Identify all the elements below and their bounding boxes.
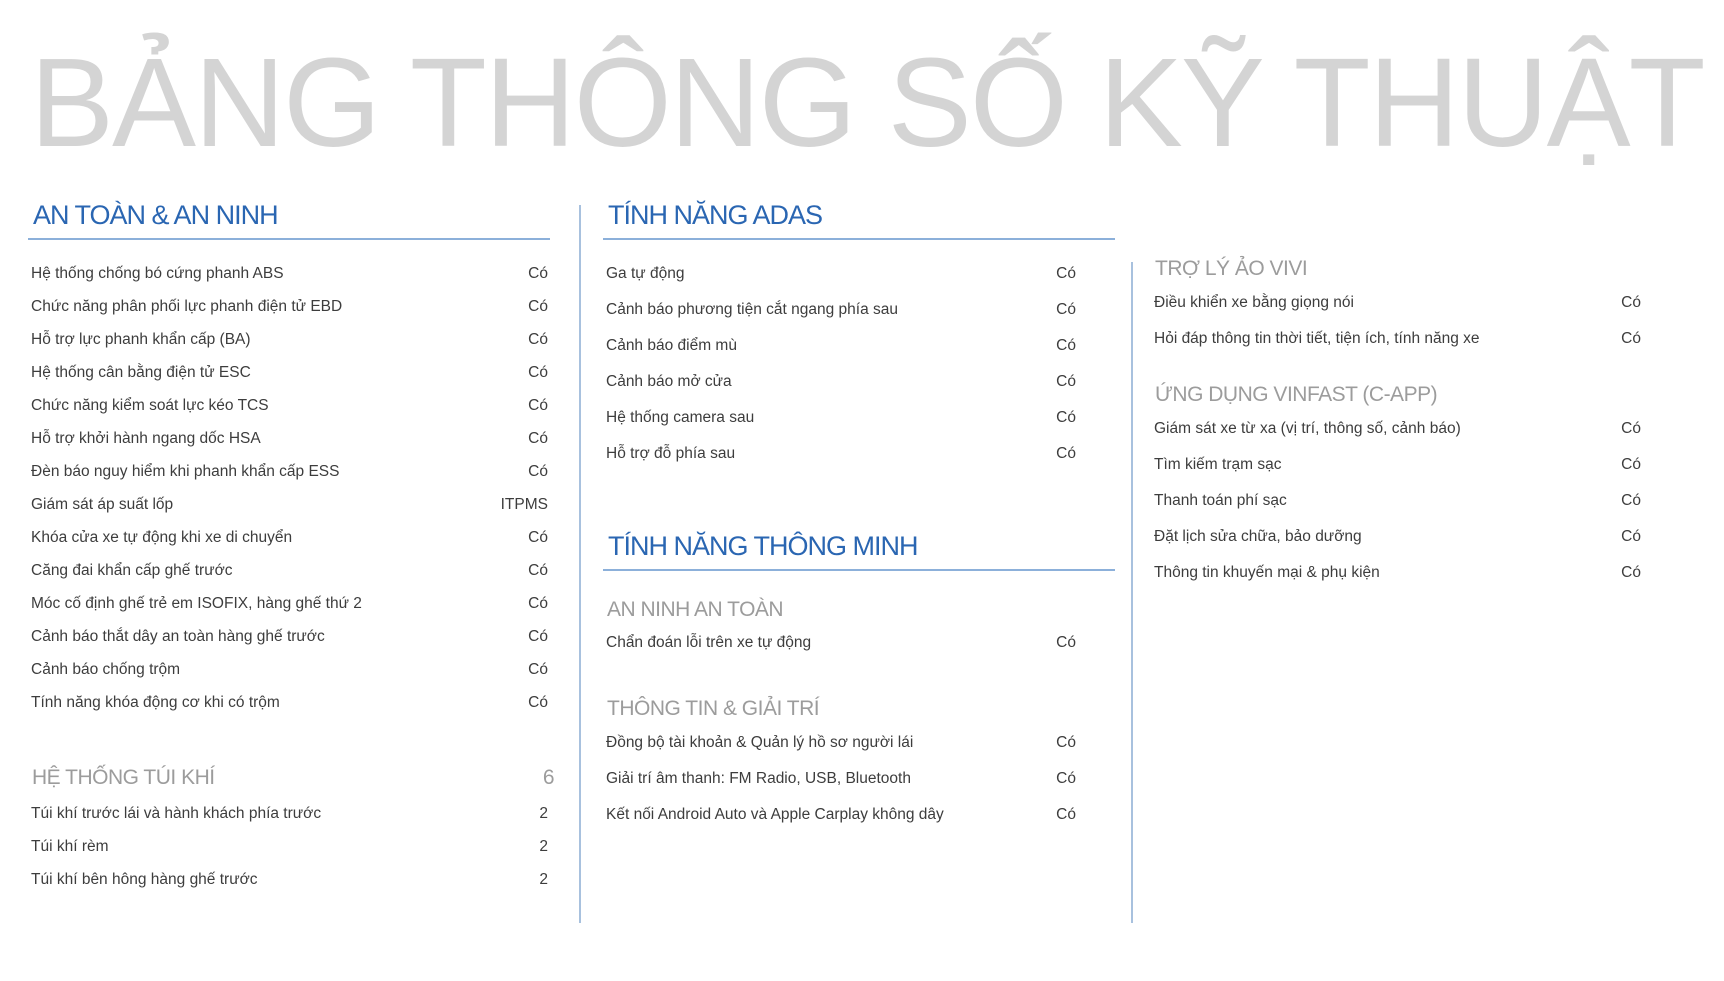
spec-value: Có xyxy=(1056,337,1076,354)
spec-row xyxy=(606,335,1115,359)
spec-value: Có xyxy=(528,331,548,348)
airbags-total: 6 xyxy=(542,766,554,789)
spec-label: Ga tự động xyxy=(606,265,685,282)
spec-label: Giám sát xe từ xa (vị trí, thông số, cảnh báo) xyxy=(1154,420,1461,437)
spec-label: Đồng bộ tài khoản & Quản lý hồ sơ người lái xyxy=(606,734,914,751)
subsection-header-app xyxy=(1155,383,1437,407)
spec-value: Có xyxy=(528,265,548,282)
page-title: BẢNG THÔNG SỐ KỸ THUẬT xyxy=(30,32,1704,173)
spec-row xyxy=(31,626,550,650)
spec-label: Căng đai khẩn cấp ghế trước xyxy=(31,562,233,579)
spec-label: Móc cố định ghế trẻ em ISOFIX, hàng ghế thứ 2 xyxy=(31,595,362,612)
spec-value: Có xyxy=(1621,528,1641,545)
spec-row xyxy=(1154,328,1641,352)
column-divider-left xyxy=(579,205,581,923)
spec-label: Hỗ trợ khởi hành ngang dốc HSA xyxy=(31,430,261,447)
spec-value: Có xyxy=(528,298,548,315)
spec-value: Có xyxy=(528,661,548,678)
spec-row xyxy=(606,371,1115,395)
spec-row xyxy=(1154,562,1641,586)
spec-row xyxy=(1154,526,1641,550)
section-title-safety: AN TOÀN & AN NINH xyxy=(33,200,278,230)
section-header-smart xyxy=(603,527,1115,571)
spec-label: Hệ thống camera sau xyxy=(606,409,755,426)
spec-label: Đèn báo nguy hiểm khi phanh khẩn cấp ESS xyxy=(31,463,340,480)
spec-row xyxy=(31,527,550,551)
spec-value: Có xyxy=(528,463,548,480)
spec-label: Thông tin khuyến mại & phụ kiện xyxy=(1154,564,1380,581)
section-header-adas xyxy=(603,196,1115,240)
spec-value: Có xyxy=(1056,373,1076,390)
spec-value: Có xyxy=(1056,301,1076,318)
spec-label: Điều khiển xe bằng giọng nói xyxy=(1154,294,1354,311)
spec-value: Có xyxy=(1621,330,1641,347)
spec-label: Chức năng kiểm soát lực kéo TCS xyxy=(31,397,269,414)
spec-row xyxy=(31,659,550,683)
spec-row xyxy=(606,804,1115,828)
spec-row xyxy=(31,803,550,827)
spec-label: Chức năng phân phối lực phanh điện tử EBD xyxy=(31,298,343,315)
spec-row xyxy=(1154,454,1641,478)
spec-value: Có xyxy=(1621,456,1641,473)
spec-value: Có xyxy=(528,694,548,711)
spec-row xyxy=(31,494,550,518)
section-header-safety xyxy=(28,196,550,240)
spec-row xyxy=(606,299,1115,323)
spec-row xyxy=(31,461,550,485)
spec-value: Có xyxy=(528,595,548,612)
spec-row xyxy=(31,692,550,716)
subsection-title-infotainment: THÔNG TIN & GIẢI TRÍ xyxy=(607,697,820,720)
spec-value: Có xyxy=(1621,564,1641,581)
spec-value: Có xyxy=(1056,409,1076,426)
spec-value: 2 xyxy=(539,805,548,822)
spec-row xyxy=(31,836,550,860)
spec-row xyxy=(606,632,1115,656)
spec-label: Cảnh báo điểm mù xyxy=(606,337,737,354)
section-title-adas: TÍNH NĂNG ADAS xyxy=(608,200,823,230)
subsection-title-app: ỨNG DỤNG VINFAST (C-APP) xyxy=(1155,383,1438,406)
spec-value: 2 xyxy=(539,838,548,855)
spec-value: ITPMS xyxy=(500,496,548,513)
spec-label: Cảnh báo mở cửa xyxy=(606,373,732,390)
spec-value: Có xyxy=(528,529,548,546)
spec-row xyxy=(1154,490,1641,514)
spec-row xyxy=(606,443,1115,467)
spec-row xyxy=(31,263,550,287)
spec-row xyxy=(1154,292,1641,316)
spec-value: Có xyxy=(1056,265,1076,282)
spec-label: Cảnh báo thắt dây an toàn hàng ghế trước xyxy=(31,628,325,645)
subsection-title-assistant: TRỢ LÝ ẢO VIVI xyxy=(1155,257,1308,280)
spec-label: Túi khí rèm xyxy=(31,838,109,855)
spec-value: Có xyxy=(1621,294,1641,311)
subsection-header-airbags xyxy=(32,766,552,790)
spec-row xyxy=(606,407,1115,431)
spec-value: Có xyxy=(528,397,548,414)
spec-label: Túi khí trước lái và hành khách phía trước xyxy=(31,805,322,822)
spec-value: 2 xyxy=(539,871,548,888)
spec-label: Hệ thống chống bó cứng phanh ABS xyxy=(31,265,284,282)
spec-value: Có xyxy=(528,430,548,447)
spec-row xyxy=(31,329,550,353)
subsection-title-security: AN NINH AN TOÀN xyxy=(607,598,784,621)
spec-label: Kết nối Android Auto và Apple Carplay không dây xyxy=(606,806,944,823)
spec-value: Có xyxy=(1621,492,1641,509)
spec-row xyxy=(31,560,550,584)
subsection-header-assistant xyxy=(1155,257,1307,281)
spec-row xyxy=(31,869,550,893)
spec-label: Túi khí bên hông hàng ghế trước xyxy=(31,871,258,888)
spec-value: Có xyxy=(528,364,548,381)
spec-row xyxy=(31,428,550,452)
subsection-header-infotainment xyxy=(607,697,819,721)
section-title-smart: TÍNH NĂNG THÔNG MINH xyxy=(608,531,918,561)
subsection-header-security xyxy=(607,598,783,622)
spec-label: Hỏi đáp thông tin thời tiết, tiện ích, tính năng xe xyxy=(1154,330,1480,347)
spec-label: Tính năng khóa động cơ khi có trộm xyxy=(31,694,280,711)
subsection-title-airbags: HỆ THỐNG TÚI KHÍ xyxy=(32,766,215,789)
spec-value: Có xyxy=(1056,770,1076,787)
spec-label: Thanh toán phí sạc xyxy=(1154,492,1287,509)
spec-value: Có xyxy=(1621,420,1641,437)
spec-row xyxy=(606,768,1115,792)
spec-label: Khóa cửa xe tự động khi xe di chuyển xyxy=(31,529,293,546)
spec-value: Có xyxy=(1056,734,1076,751)
spec-value: Có xyxy=(1056,806,1076,823)
spec-label: Giải trí âm thanh: FM Radio, USB, Bluetooth xyxy=(606,770,911,787)
spec-label: Hỗ trợ lực phanh khẩn cấp (BA) xyxy=(31,331,251,348)
spec-row xyxy=(31,296,550,320)
spec-row xyxy=(31,395,550,419)
spec-value: Có xyxy=(528,628,548,645)
spec-label: Đặt lịch sửa chữa, bảo dưỡng xyxy=(1154,528,1362,545)
spec-value: Có xyxy=(1056,634,1076,651)
spec-row xyxy=(606,263,1115,287)
spec-label: Tìm kiếm trạm sạc xyxy=(1154,456,1282,473)
spec-row xyxy=(1154,418,1641,442)
spec-label: Giám sát áp suất lốp xyxy=(31,496,174,513)
spec-label: Chẩn đoán lỗi trên xe tự động xyxy=(606,634,812,651)
spec-label: Hệ thống cân bằng điện tử ESC xyxy=(31,364,251,381)
spec-label: Cảnh báo phương tiện cắt ngang phía sau xyxy=(606,301,899,318)
spec-row xyxy=(31,593,550,617)
spec-row xyxy=(606,732,1115,756)
spec-label: Hỗ trợ đỗ phía sau xyxy=(606,445,736,462)
spec-value: Có xyxy=(1056,445,1076,462)
spec-label: Cảnh báo chống trộm xyxy=(31,661,181,678)
spec-value: Có xyxy=(528,562,548,579)
spec-row xyxy=(31,362,550,386)
column-divider-right xyxy=(1131,262,1133,923)
